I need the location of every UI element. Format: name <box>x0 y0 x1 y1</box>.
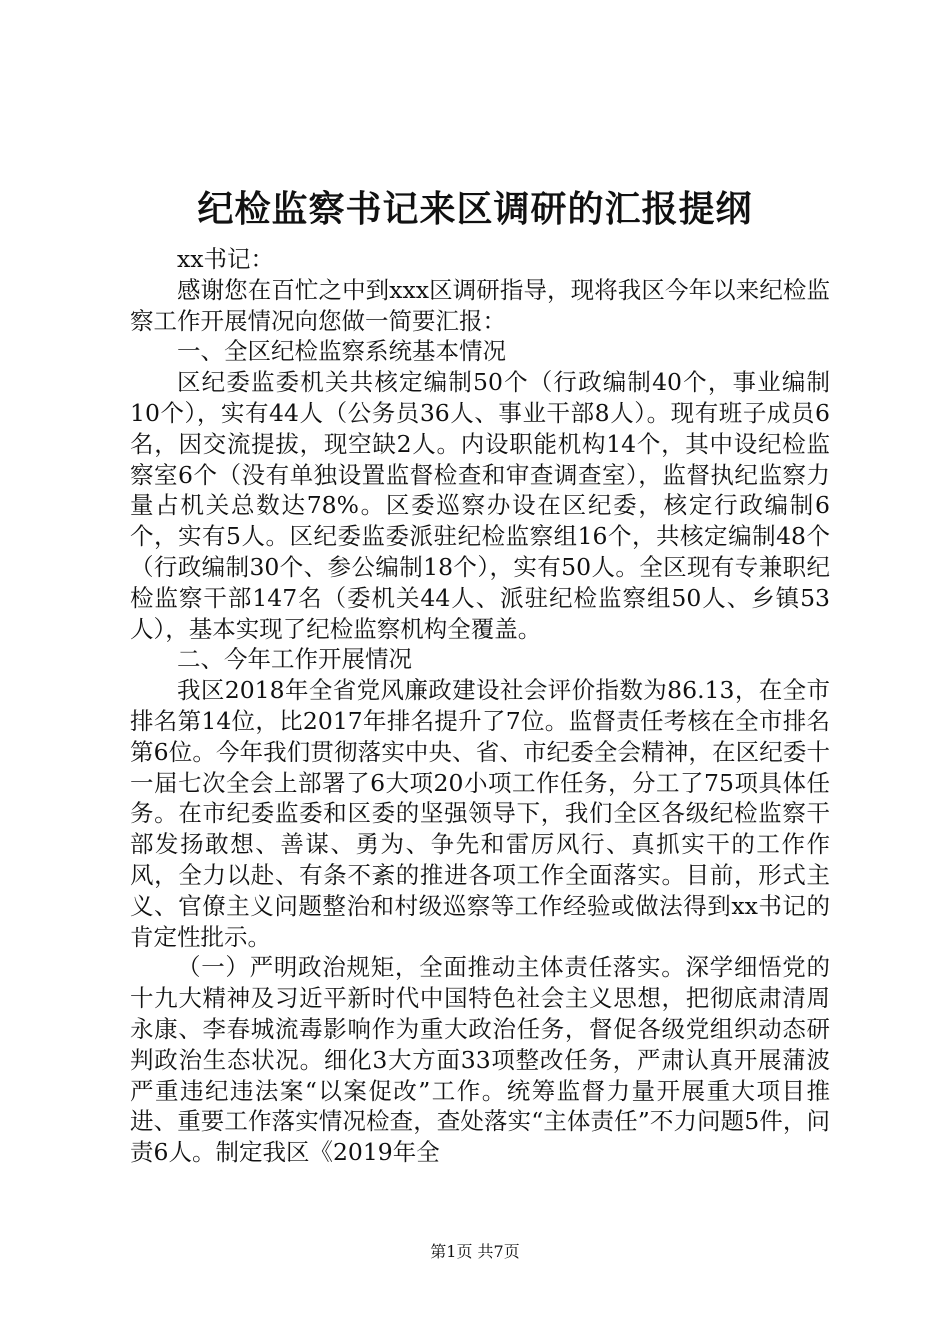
paragraph-basic-situation: 区纪委监委机关共核定编制50个（行政编制40个，事业编制10个），实有44人（公务员36人、事业干部8人）。现有班子成员6名，因交流提拔，现空缺2人。内设职能机构14个，其中设纪检监察室6个（没有单独设置监督检查和审查调查室），监督执纪监察力量占机关总数达78%。区委巡察办设在区纪委，核定行政编制6个，实有5人。区纪委监委派驻纪检监察组16个，共核定编制48个（行政编制30个、参公编制18个），实有50人。全区现有专兼职纪检监察干部147名（委机关44人、派驻纪检监察组50人、乡镇53人），基本实现了纪检监察机构全覆盖。 <box>130 368 830 643</box>
section-heading-1: 一、全区纪检监察系统基本情况 <box>177 337 506 366</box>
paragraph-political-rules: （一）严明政治规矩，全面推动主体责任落实。深学细悟党的十九大精神及习近平新时代中国特色社会主义思想，把彻底肃清周永康、李春城流毒影响作为重大政治任务，督促各级党组织动态研判政治生态状况。细化3大方面33项整改任务，严肃认真开展蒲波严重违纪违法案“以案促改”工作。统筹监督力量开展重大项目推进、重要工作落实情况检查，查处落实“主体责任”不力问题5件，问责6人。制定我区《2019年全 <box>130 953 830 1167</box>
page-footer: 第1页 共7页 <box>430 1242 520 1261</box>
section-heading-2: 二、今年工作开展情况 <box>177 645 412 674</box>
document-title: 纪检监察书记来区调研的汇报提纲 <box>197 188 753 230</box>
document-body <box>130 244 830 1168</box>
paragraph-intro: 感谢您在百忙之中到xxx区调研指导，现将我区今年以来纪检监察工作开展情况向您做一简要汇报： <box>130 275 830 335</box>
salutation: xx书记： <box>177 245 275 273</box>
paragraph-work-progress: 我区2018年全省党风廉政建设社会评价指数为86.13，在全市排名第14位，比2017年排名提升了7位。监督责任考核在全市排名第6位。今年我们贯彻落实中央、省、市纪委全会精神，在区纪委十一届七次全会上部署了6大项20小项工作任务，分工了75项具体任务。在市纪委监委和区委的坚强领导下，我们全区各级纪检监察干部发扬敢想、善谋、勇为、争先和雷厉风行、真抓实干的工作作风，全力以赴、有条不紊的推进各项工作全面落实。目前，形式主义、官僚主义问题整治和村级巡察等工作经验或做法得到xx书记的肯定性批示。 <box>130 676 830 951</box>
